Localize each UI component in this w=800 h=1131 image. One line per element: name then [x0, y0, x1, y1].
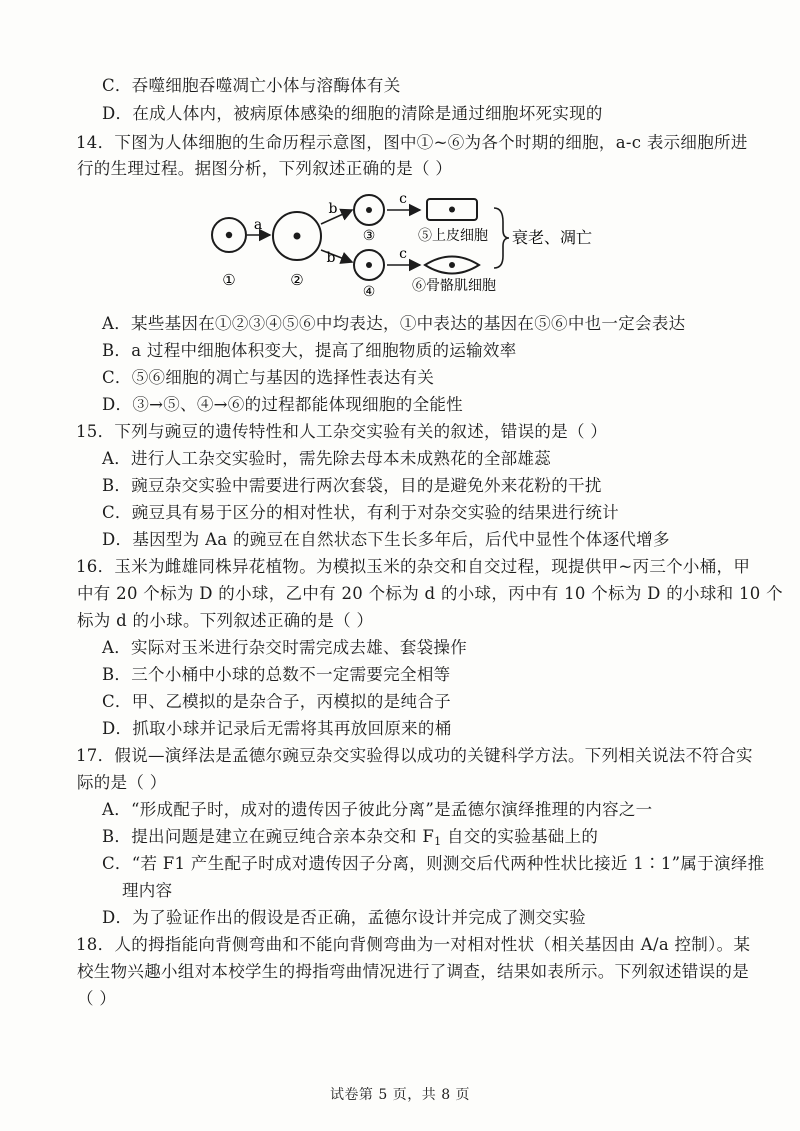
cell-3-label: ③ — [362, 228, 376, 244]
cell-1 — [212, 218, 246, 252]
cell-2-label: ② — [290, 271, 304, 289]
arrow-b-up-label: b — [328, 201, 338, 217]
q14-option-c: C．⑤⑥细胞的凋亡与基因的选择性表达有关 — [102, 368, 435, 387]
q16-option-d: D．抓取小球并记录后无需将其再放回原来的桶 — [102, 719, 452, 738]
q17-option-b: B．提出问题是建立在豌豆纯合亲本杂交和 $F_1$ 自交的实验基础上的 — [102, 827, 599, 848]
cell-2 — [273, 212, 321, 260]
q14-stem-line2: 行的生理过程。据图分析，下列叙述正确的是（ ） — [77, 159, 453, 178]
q16-stem-line1: 16．玉米为雌雄同株异花植物。为模拟玉米的杂交和自交过程，现提供甲~丙三个小桶，甲 — [76, 557, 751, 576]
q17-stem-line2: 际的是（ ） — [77, 773, 167, 792]
q13-option-c: C．吞噬细胞吞噬凋亡小体与溶酶体有关 — [102, 76, 401, 95]
q16-stem-line2: 中有 20 个标为 D 的小球，乙中有 20 个标为 d 的小球，丙中有 10 个标为 D 的小球和 10 个 — [77, 584, 783, 603]
skeletal-muscle-cell-label: ⑥骨骼肌细胞 — [412, 278, 496, 294]
q17-option-c-line1: C．“若 F1 产生配子时成对遗传因子分离，则测交后代两种性状比接近 1∶1”属于演绎推 — [102, 854, 765, 873]
q18-stem-line3: （ ） — [77, 989, 117, 1008]
page-footer: 试卷第 5 页，共 8 页 — [329, 1087, 471, 1103]
q18-stem-line1: 18．人的拇指能向背侧弯曲和不能向背侧弯曲为一对相对性状（相关基因由 A/a 控制）。某 — [76, 935, 751, 954]
q17-option-a: A．“形成配子时，成对的遗传因子彼此分离”是孟德尔演绎推理的内容之一 — [102, 800, 653, 819]
q15-option-c: C．豌豆具有易于区分的相对性状，有利于对杂交实验的结果进行统计 — [102, 503, 619, 522]
epithelial-cell — [427, 199, 477, 220]
cell-4 — [354, 250, 384, 280]
q15-stem: 15．下列与豌豆的遗传特性和人工杂交实验有关的叙述，错误的是（ ） — [76, 422, 608, 441]
q16-stem-line3: 标为 d 的小球。下列叙述正确的是（ ） — [77, 611, 374, 630]
q17-stem-line1: 17．假说—演绎法是孟德尔豌豆杂交实验得以成功的关键科学方法。下列相关说法不符合实 — [76, 746, 753, 765]
q16-option-a: A．实际对玉米进行杂交时需完成去雄、套袋操作 — [102, 638, 468, 657]
q17-option-c-line2: 理内容 — [122, 881, 173, 900]
q18-stem-line2: 校生物兴趣小组对本校学生的拇指弯曲情况进行了调查，结果如表所示。下列叙述错误的是 — [77, 962, 749, 981]
q15-option-b: B．豌豆杂交实验中需要进行两次套袋，目的是避免外来花粉的干扰 — [102, 476, 602, 495]
q16-option-b: B．三个小桶中小球的总数不一定需要完全相等 — [102, 665, 451, 684]
q15-option-d: D．基因型为 Aa 的豌豆在自然状态下生长多年后，后代中显性个体逐代增多 — [102, 530, 670, 549]
arrow-c-top-label: c — [399, 191, 407, 207]
q14-stem-line1: 14．下图为人体细胞的生命历程示意图，图中①~⑥为各个时期的细胞，a-c 表示细胞所进 — [76, 133, 748, 152]
cell-4-label: ④ — [362, 284, 376, 300]
q17-option-d: D．为了验证作出的假设是否正确，孟德尔设计并完成了测交实验 — [102, 908, 586, 927]
q16-option-c: C．甲、乙模拟的是杂合子，丙模拟的是纯合子 — [102, 692, 451, 711]
q14-option-a: A．某些基因在①②③④⑤⑥中均表达，①中表达的基因在⑤⑥中也一定会表达 — [102, 314, 686, 333]
skeletal-muscle-cell — [425, 257, 479, 274]
arrow-b-down-label: b — [326, 250, 336, 266]
q13-option-d: D．在成人体内，被病原体感染的细胞的清除是通过细胞坏死实现的 — [102, 104, 603, 123]
fate-label: 衰老、凋亡 — [512, 228, 593, 247]
cell-3 — [354, 195, 384, 225]
q14-option-b: B．a 过程中细胞体积变大，提高了细胞物质的运输效率 — [102, 341, 517, 360]
q15-option-a: A．进行人工杂交实验时，需先除去母本未成熟花的全部雄蕊 — [102, 449, 552, 468]
cell-1-label: ① — [222, 271, 236, 289]
arrow-c-bottom-label: c — [399, 246, 407, 262]
q14-option-d: D．③→⑤、④→⑥的过程都能体现细胞的全能性 — [102, 395, 463, 414]
epithelial-cell-label: ⑤上皮细胞 — [418, 228, 488, 244]
arrow-a-label: a — [253, 217, 263, 233]
brace-icon — [494, 208, 509, 268]
cell-lifecycle-diagram — [0, 188, 800, 308]
